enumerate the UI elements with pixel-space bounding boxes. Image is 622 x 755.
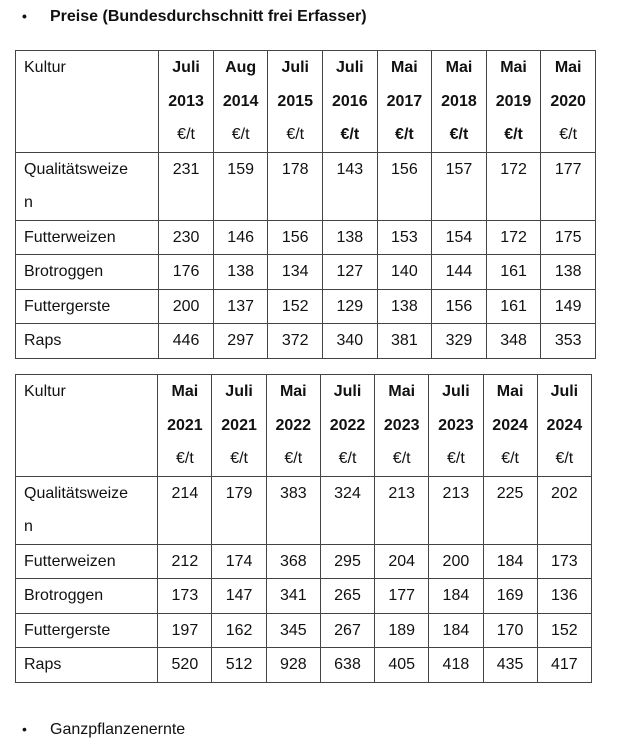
column-year: 2014 [222,92,259,110]
column-unit: €/t [177,126,195,143]
column-unit: €/t [447,450,465,467]
price-cell: 127 [323,255,378,290]
price-cell: 173 [537,544,591,579]
column-month: Mai [500,59,527,76]
price-cell: 170 [483,613,537,648]
table-row [16,648,592,683]
column-month: Juli [333,383,362,400]
column-month: Mai [388,383,416,400]
crop-name [16,289,159,324]
table-row [16,152,596,220]
price-cell: 197 [158,613,212,648]
price-cell: 381 [377,324,432,359]
price-cell: 161 [486,289,541,324]
column-year: 2022 [275,416,312,434]
table-row [16,544,592,579]
column-month: Juli [225,383,253,400]
crop-name-text: Qualitätsweize [24,484,129,502]
price-cell: 520 [158,648,212,683]
column-month: Aug [225,59,257,76]
bullet-icon: • [22,721,27,737]
price-cell: 345 [266,613,320,648]
price-cell: 153 [377,220,432,255]
column-year: 2023 [383,416,420,434]
column-year: 2018 [441,92,477,110]
price-cell: 213 [429,476,483,544]
crop-name [16,648,158,683]
price-cell: 129 [323,289,378,324]
price-cell: 161 [486,255,541,290]
column-year: 2024 [492,416,528,434]
column-header [432,51,487,153]
price-cell: 184 [429,613,483,648]
crop-name-wrap: n [24,518,33,535]
crop-name-text: Raps [24,656,62,673]
price-cell: 265 [320,579,374,614]
column-unit: €/t [175,450,194,467]
table-row [16,579,592,614]
column-year: 2019 [495,92,532,110]
price-cell: 212 [158,544,212,579]
price-cell: 143 [323,152,378,220]
price-cell: 213 [375,476,429,544]
crop-name-text: Qualitätsweize [24,160,129,178]
crop-name [16,579,158,614]
price-cell: 156 [377,152,432,220]
price-cell: 177 [541,152,596,220]
column-unit: €/t [230,450,248,467]
header-row [16,51,596,153]
crop-name [16,220,159,255]
price-cell: 295 [320,544,374,579]
price-cell: 324 [320,476,374,544]
price-cell: 176 [159,255,214,290]
price-cell: 200 [429,544,483,579]
price-cell: 225 [483,476,537,544]
footer-text: Ganzpflanzenernte [50,721,186,738]
price-cell: 159 [213,152,268,220]
column-header [541,51,596,153]
crop-name [16,152,159,220]
price-cell: 149 [541,289,596,324]
crop-name [16,324,159,359]
column-month: Juli [550,383,579,400]
column-year: 2020 [550,92,586,110]
price-cell: 136 [537,579,591,614]
price-cell: 329 [432,324,487,359]
column-header [159,51,214,153]
column-month: Juli [172,59,200,76]
column-unit: €/t [340,126,360,143]
kultur-header: Kultur [16,375,158,477]
price-cell: 200 [159,289,214,324]
column-header [377,51,432,153]
column-unit: €/t [338,450,357,467]
price-cell: 154 [432,220,487,255]
column-header [486,51,541,153]
price-cell: 372 [268,324,323,359]
price-cell: 162 [212,613,266,648]
price-cell: 156 [432,289,487,324]
price-cell: 418 [429,648,483,683]
price-cell: 169 [483,579,537,614]
price-cell: 144 [432,255,487,290]
column-month: Juli [281,59,309,76]
column-header [268,51,323,153]
price-cell: 446 [159,324,214,359]
column-month: Mai [171,383,199,400]
column-header [483,375,537,477]
crop-name-text: Futterweizen [24,552,116,570]
price-cell: 140 [377,255,432,290]
price-cell: 297 [213,324,268,359]
column-header [212,375,266,477]
price-cell: 152 [537,613,591,648]
section-footer [22,721,185,739]
column-month: Mai [445,59,473,76]
column-year: 2016 [332,92,368,110]
price-cell: 202 [537,476,591,544]
crop-name-wrap: n [24,194,33,211]
table-row [16,476,592,544]
heading-text: Preise (Bundesdurchschnitt frei Erfasser) [50,8,367,25]
column-header [158,375,212,477]
column-header [429,375,483,477]
column-year: 2021 [221,416,257,434]
column-unit: €/t [231,126,250,143]
crop-name [16,613,158,648]
price-cell: 138 [323,220,378,255]
price-cell: 175 [541,220,596,255]
column-unit: €/t [504,126,523,143]
price-cell: 156 [268,220,323,255]
crop-name [16,476,158,544]
column-header [213,51,268,153]
crop-name-text: Futterweizen [24,228,116,246]
price-cell: 204 [375,544,429,579]
column-unit: €/t [555,450,574,467]
column-year: 2021 [167,416,203,434]
price-cell: 138 [377,289,432,324]
price-cell: 184 [483,544,537,579]
price-cell: 174 [212,544,266,579]
price-cell: 340 [323,324,378,359]
crop-name-text: Raps [24,332,62,349]
table-row [16,324,596,359]
column-year: 2022 [329,416,366,434]
column-unit: €/t [284,450,303,467]
column-year: 2013 [168,92,204,110]
crop-name [16,544,158,579]
crop-name [16,255,159,290]
table-row [16,289,596,324]
column-unit: €/t [449,126,469,143]
price-cell: 178 [268,152,323,220]
column-header [266,375,320,477]
table-row [16,255,596,290]
column-header [375,375,429,477]
price-cell: 137 [213,289,268,324]
column-month: Juli [336,59,364,76]
column-header [320,375,374,477]
column-year: 2017 [386,92,423,110]
price-cell: 147 [212,579,266,614]
price-cell: 214 [158,476,212,544]
column-unit: €/t [501,450,519,467]
price-cell: 368 [266,544,320,579]
price-cell: 177 [375,579,429,614]
price-cell: 435 [483,648,537,683]
bullet-icon: • [22,8,27,24]
price-cell: 267 [320,613,374,648]
price-cell: 152 [268,289,323,324]
price-cell: 348 [486,324,541,359]
price-cell: 638 [320,648,374,683]
crop-name-text: Brotroggen [24,263,104,280]
crop-name-text: Futtergerste [24,297,111,315]
price-cell: 341 [266,579,320,614]
price-cell: 230 [159,220,214,255]
table-row [16,220,596,255]
price-table-1 [15,50,596,359]
price-cell: 353 [541,324,596,359]
column-header [537,375,591,477]
price-cell: 383 [266,476,320,544]
column-year: 2024 [546,416,583,434]
crop-name-text: Futtergerste [24,621,111,639]
price-cell: 134 [268,255,323,290]
column-unit: €/t [559,126,578,143]
price-cell: 512 [212,648,266,683]
price-cell: 179 [212,476,266,544]
column-month: Mai [554,59,582,76]
column-unit: €/t [286,126,305,143]
column-unit: €/t [392,450,411,467]
price-cell: 157 [432,152,487,220]
price-cell: 189 [375,613,429,648]
header-row [16,375,592,477]
column-month: Juli [442,383,470,400]
column-month: Mai [279,383,307,400]
price-cell: 184 [429,579,483,614]
column-unit: €/t [395,126,414,143]
price-table-2 [15,374,592,683]
price-cell: 173 [158,579,212,614]
kultur-header: Kultur [16,51,159,153]
price-cell: 172 [486,220,541,255]
column-month: Mai [391,59,418,76]
price-cell: 928 [266,648,320,683]
column-year: 2015 [277,92,314,110]
column-header [323,51,378,153]
column-month: Mai [496,383,524,400]
section-heading [22,8,367,26]
table-row [16,613,592,648]
crop-name-text: Brotroggen [24,587,104,604]
price-cell: 138 [541,255,596,290]
price-cell: 138 [213,255,268,290]
price-cell: 172 [486,152,541,220]
price-cell: 405 [375,648,429,683]
column-year: 2023 [438,416,474,434]
price-cell: 231 [159,152,214,220]
price-cell: 146 [213,220,268,255]
price-cell: 417 [537,648,591,683]
